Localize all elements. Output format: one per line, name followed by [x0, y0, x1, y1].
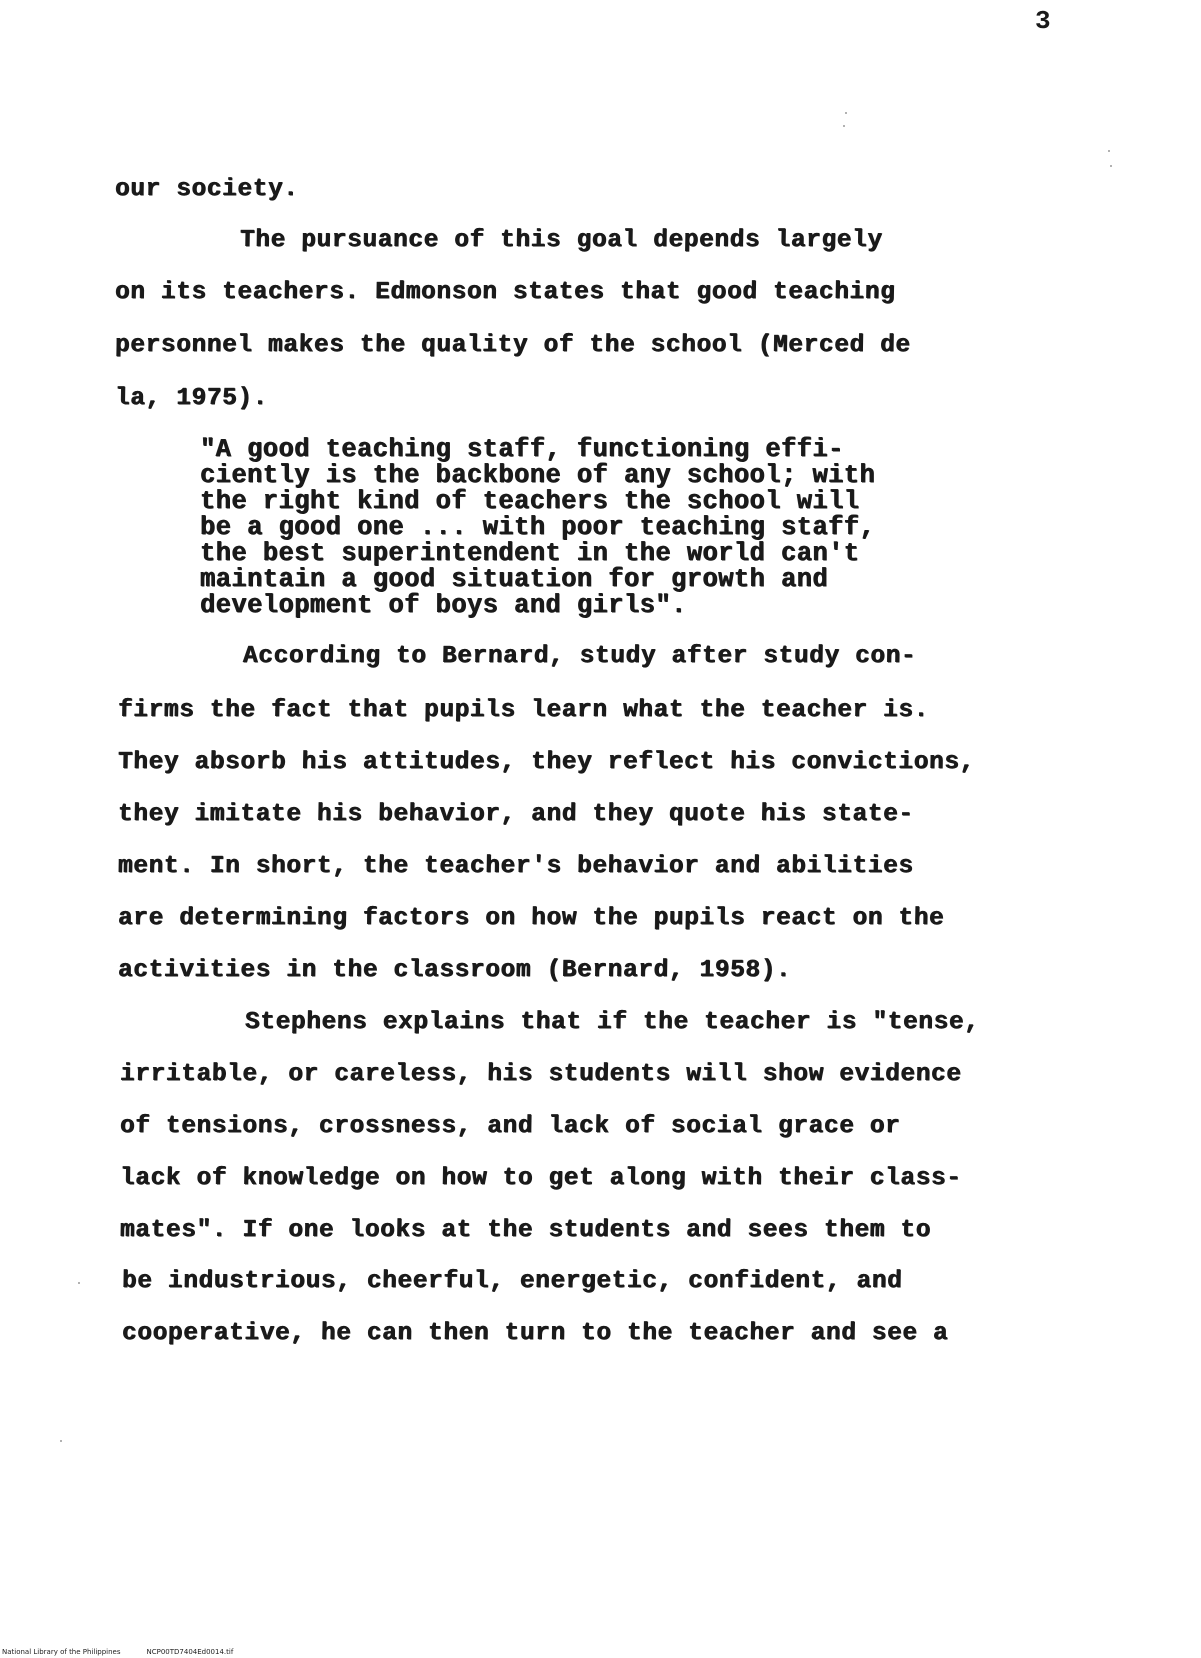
body-line: mates". If one looks at the students and sees them to: [119, 1217, 932, 1244]
scan-speck: [1108, 150, 1110, 152]
body-line: be industrious, cheerful, energetic, confident, and: [121, 1268, 903, 1295]
scan-speck: [843, 125, 845, 127]
page-number: 3: [1035, 6, 1051, 36]
body-line: lack of knowledge on how to get along with their class-: [119, 1165, 962, 1192]
body-line: They absorb his attitudes, they reflect his convictions,: [117, 749, 976, 776]
body-line: firms the fact that pupils learn what the teacher is.: [117, 697, 930, 724]
body-line: of tensions, crossness, and lack of social grace or: [119, 1113, 901, 1140]
body-line: activities in the classroom (Bernard, 1958).: [117, 957, 792, 984]
scan-speck: [60, 1440, 62, 1442]
scan-footer: [2, 1648, 233, 1656]
file-id: NCP00TD7404Ed0014.tif: [146, 1648, 234, 1656]
quote-line: development of boys and girls".: [200, 591, 687, 620]
body-line: irritable, or careless, his students will show evidence: [119, 1061, 962, 1088]
body-line: Stephens explains that if the teacher is "tense,: [244, 1009, 980, 1036]
scan-speck: [845, 112, 847, 114]
body-line: According to Bernard, study after study con-: [242, 643, 917, 670]
quote-line: the best superintendent in the world can't: [200, 539, 860, 568]
quote-line: be a good one ... with poor teaching staff,: [200, 513, 876, 542]
body-line: our society.: [114, 176, 299, 203]
body-line: cooperative, he can then turn to the teacher and see a: [121, 1320, 949, 1347]
quote-line: maintain a good situation for growth and: [200, 565, 829, 594]
body-line: are determining factors on how the pupils react on the: [117, 905, 945, 932]
body-line: la, 1975).: [114, 385, 269, 412]
body-line: on its teachers. Edmonson states that good teaching: [114, 279, 896, 306]
body-line: The pursuance of this goal depends largely: [239, 227, 883, 254]
body-line: personnel makes the quality of the school (Merced de: [114, 332, 911, 359]
library-credit: National Library of the Philippines: [2, 1648, 121, 1656]
scan-speck: [78, 1282, 80, 1284]
quote-line: the right kind of teachers the school will: [200, 487, 860, 516]
body-line: they imitate his behavior, and they quote his state-: [117, 801, 914, 828]
quote-line: "A good teaching staff, functioning effi-: [200, 435, 844, 464]
scan-speck: [1110, 165, 1112, 167]
quote-line: ciently is the backbone of any school; with: [200, 461, 876, 490]
body-line: ment. In short, the teacher's behavior and abilities: [117, 853, 914, 880]
